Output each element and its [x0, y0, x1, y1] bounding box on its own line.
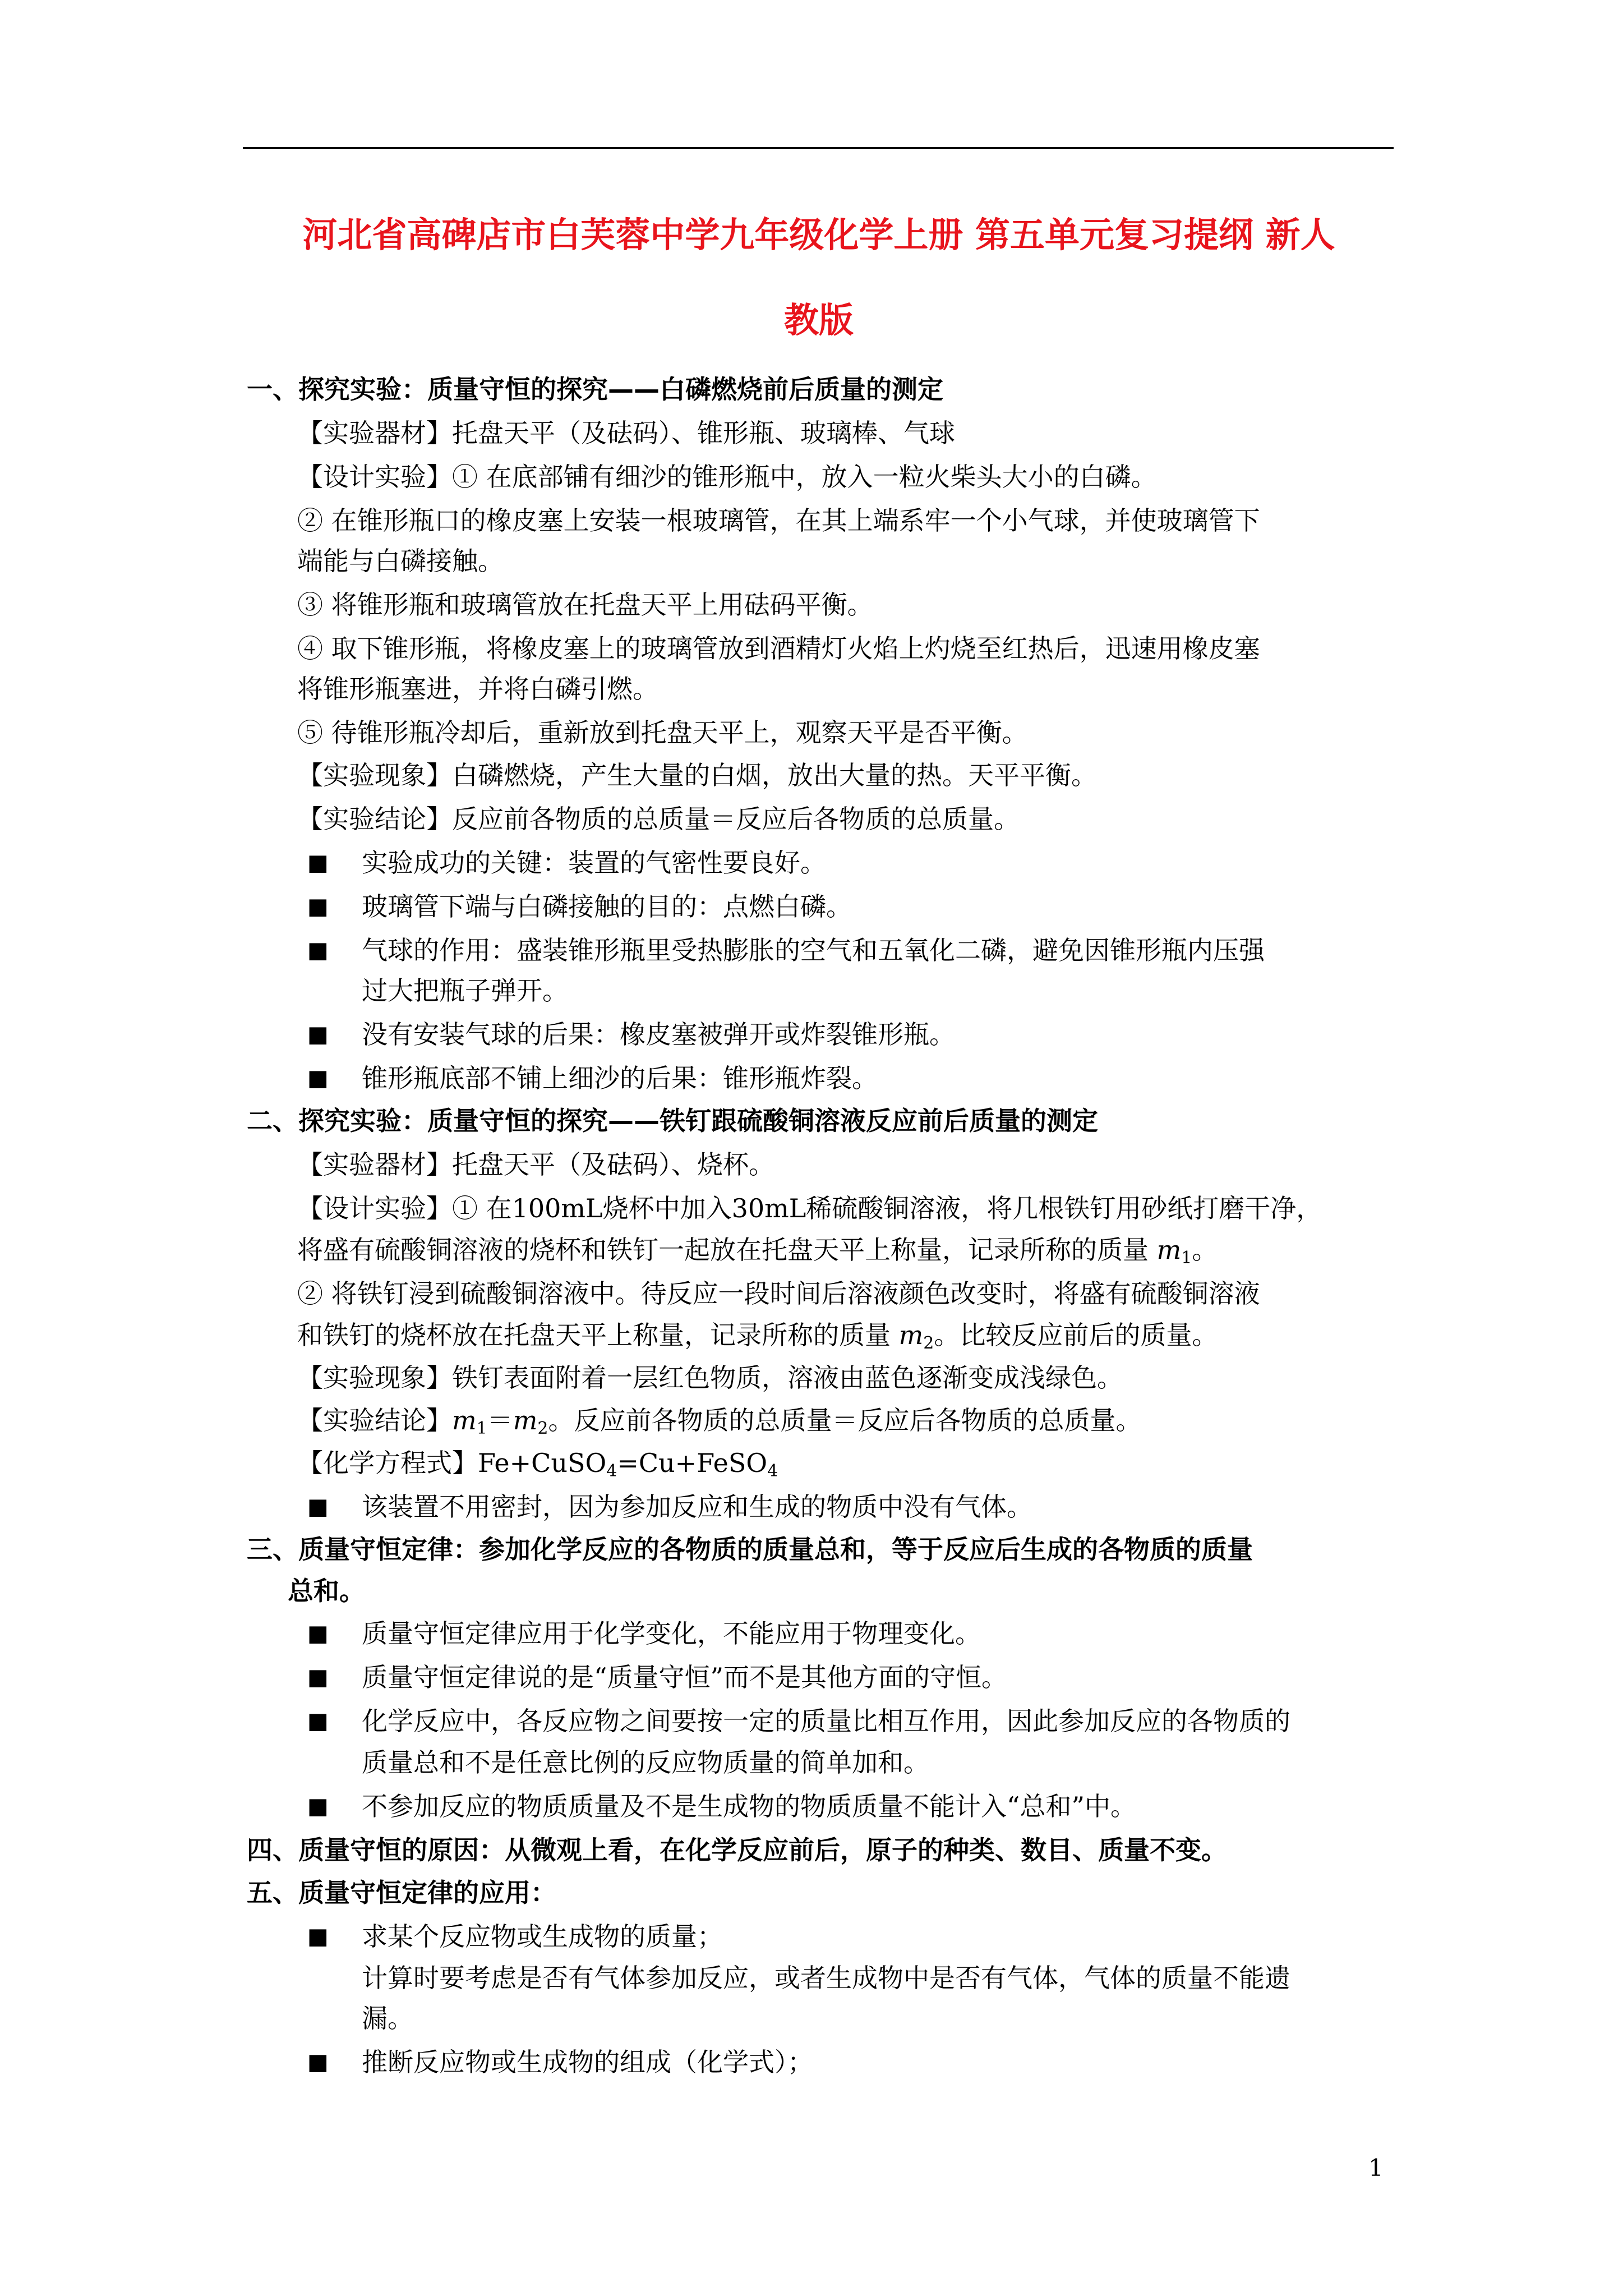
- s2-design-step-1b: [297, 1233, 1218, 1275]
- s1-equipment: 【实验器材】托盘天平（及砝码）、锥形瓶、玻璃棒、气球: [297, 418, 955, 448]
- bullet-icon: ■: [307, 850, 329, 876]
- mass-subscript-2: 2: [923, 1333, 934, 1353]
- mass-symbol-m2: m: [898, 1320, 924, 1350]
- mass-subscript-1: 1: [476, 1419, 487, 1438]
- s3-bullet-3b: 质量总和不是任意比例的反应物质量的简单加和。: [362, 1747, 929, 1778]
- equation-reactants: Fe+CuSO: [478, 1448, 607, 1478]
- s2-design-step-2a: ② 将铁钉浸到硫酸铜溶液中。待反应一段时间后溶液颜色改变时，将盛有硫酸铜溶液: [297, 1278, 1260, 1309]
- s5-bullet-2: 推断反应物或生成物的组成（化学式）；: [362, 2047, 813, 2077]
- s1-phenomenon: 【实验现象】白磷燃烧，产生大量的白烟，放出大量的热。天平平衡。: [297, 760, 1097, 790]
- section-5-heading: 五、质量守恒定律的应用：: [247, 1878, 556, 1908]
- bullet-icon: ■: [307, 1022, 329, 1047]
- period: 。: [1192, 1235, 1218, 1265]
- s2-design-step-2c: 。比较反应前后的质量。: [934, 1320, 1218, 1350]
- s5-bullet-1-note-a: 计算时要考虑是否有气体参加反应，或者生成物中是否有气体，气体的质量不能遗: [362, 1963, 1290, 1993]
- section-1-heading: 一、探究实验：质量守恒的探究——白磷燃烧前后质量的测定: [247, 374, 943, 404]
- s1-bullet-3b: 过大把瓶子弹开。: [362, 976, 568, 1006]
- page-number: 1: [1368, 2154, 1384, 2182]
- section-3-heading-a: 三、质量守恒定律：参加化学反应的各物质的质量总和，等于反应后生成的各物质的质量: [247, 1534, 1253, 1565]
- s2-chemical-equation: [297, 1446, 778, 1488]
- s3-bullet-4: 不参加反应的物质质量及不是生成物的物质质量不能计入“总和”中。: [362, 1791, 1137, 1821]
- bullet-icon: ■: [307, 1924, 329, 1949]
- s3-bullet-3a: 化学反应中，各反应物之间要按一定的质量比相互作用，因此参加反应的各物质的: [362, 1706, 1290, 1736]
- bullet-icon: ■: [307, 937, 329, 963]
- s2-phenomenon: 【实验现象】铁钉表面附着一层红色物质，溶液由蓝色逐渐变成浅绿色。: [297, 1363, 1123, 1393]
- s2-design-step-1a: 【设计实验】① 在100mL烧杯中加入30mL稀硫酸铜溶液，将几根铁钉用砂纸打磨干净，: [297, 1193, 1322, 1223]
- s2-conclusion-rest: 。反应前各物质的总质量＝反应后各物质的总质量。: [548, 1405, 1142, 1435]
- s5-bullet-1: 求某个反应物或生成物的质量；: [362, 1921, 723, 1952]
- s2-design-step-2b-text: 和铁钉的烧杯放在托盘天平上称量，记录所称的质量: [297, 1320, 891, 1350]
- section-2-heading: 二、探究实验：质量守恒的探究——铁钉跟硫酸铜溶液反应前后质量的测定: [247, 1106, 1098, 1136]
- bullet-icon: ■: [307, 2049, 329, 2075]
- s2-design-step-2b: [297, 1318, 1218, 1360]
- s2-design-step-1b-text: 将盛有硫酸铜溶液的烧杯和铁钉一起放在托盘天平上称量，记录所称的质量: [297, 1235, 1149, 1265]
- bullet-icon: ■: [307, 1494, 329, 1520]
- s2-conclusion-prefix: 【实验结论】: [297, 1405, 452, 1435]
- mass-symbol-m1: m: [1156, 1235, 1182, 1265]
- s2-equipment: 【实验器材】托盘天平（及砝码）、烧杯。: [297, 1149, 774, 1180]
- page-title-line-2: 教版: [783, 300, 854, 341]
- s5-bullet-1-note-b: 漏。: [362, 2003, 413, 2033]
- bullet-icon: ■: [307, 1793, 329, 1819]
- s1-design-step-4a: ④ 取下锥形瓶，将橡皮塞上的玻璃管放到酒精灯火焰上灼烧至红热后，迅速用橡皮塞: [297, 633, 1260, 664]
- section-3-heading-b: 总和。: [288, 1576, 365, 1606]
- s1-design-step-5: ⑤ 待锥形瓶冷却后，重新放到托盘天平上，观察天平是否平衡。: [297, 717, 1028, 748]
- s3-bullet-2: 质量守恒定律说的是“质量守恒”而不是其他方面的守恒。: [362, 1662, 1008, 1692]
- s1-design-step-2b: 端能与白磷接触。: [297, 546, 504, 576]
- equation-subscript: 4: [606, 1461, 617, 1481]
- bullet-icon: ■: [307, 1621, 329, 1646]
- bullet-icon: ■: [307, 894, 329, 919]
- mass-symbol-m1: m: [452, 1405, 477, 1435]
- s2-bullet-1: 该装置不用密封，因为参加反应和生成的物质中没有气体。: [362, 1492, 1032, 1522]
- bullet-icon: ■: [307, 1065, 329, 1091]
- s1-bullet-4: 没有安装气球的后果：橡皮塞被弹开或炸裂锥形瓶。: [362, 1019, 955, 1050]
- s1-bullet-2: 玻璃管下端与白磷接触的目的：点燃白磷。: [362, 891, 852, 922]
- s1-conclusion: 【实验结论】反应前各物质的总质量＝反应后各物质的总质量。: [297, 804, 1020, 834]
- s1-design-step-1: 【设计实验】① 在底部铺有细沙的锥形瓶中，放入一粒火柴头大小的白磷。: [297, 462, 1157, 492]
- s1-bullet-5: 锥形瓶底部不铺上细沙的后果：锥形瓶炸裂。: [362, 1063, 878, 1093]
- equation-subscript: 4: [767, 1461, 778, 1481]
- section-4-heading: 四、质量守恒的原因：从微观上看，在化学反应前后，原子的种类、数目、质量不变。: [247, 1835, 1227, 1865]
- mass-subscript-1: 1: [1181, 1248, 1192, 1268]
- s1-design-step-2a: ② 在锥形瓶口的橡皮塞上安装一根玻璃管，在其上端系牢一个小气球，并使玻璃管下: [297, 505, 1260, 536]
- s1-bullet-1: 实验成功的关键：装置的气密性要良好。: [362, 848, 826, 878]
- bullet-icon: ■: [307, 1664, 329, 1690]
- mass-symbol-m2: m: [513, 1405, 538, 1435]
- s2-equation-prefix: 【化学方程式】: [297, 1448, 478, 1478]
- s1-design-step-4b: 将锥形瓶塞进，并将白磷引燃。: [297, 674, 658, 704]
- page-title-line-1: 河北省高碑店市白芙蓉中学九年级化学上册 第五单元复习提纲 新人: [302, 214, 1335, 255]
- s2-conclusion: [297, 1404, 1141, 1446]
- mass-subscript-2: 2: [537, 1419, 548, 1438]
- bullet-icon: ■: [307, 1708, 329, 1734]
- s1-bullet-3a: 气球的作用：盛装锥形瓶里受热膨胀的空气和五氧化二磷，避免因锥形瓶内压强: [362, 935, 1265, 965]
- equals-sign: ＝: [487, 1405, 513, 1435]
- s3-bullet-1: 质量守恒定律应用于化学变化，不能应用于物理变化。: [362, 1618, 981, 1649]
- header-rule: [243, 147, 1394, 149]
- equation-products: =Cu+FeSO: [617, 1448, 768, 1478]
- s1-design-step-3: ③ 将锥形瓶和玻璃管放在托盘天平上用砝码平衡。: [297, 590, 873, 620]
